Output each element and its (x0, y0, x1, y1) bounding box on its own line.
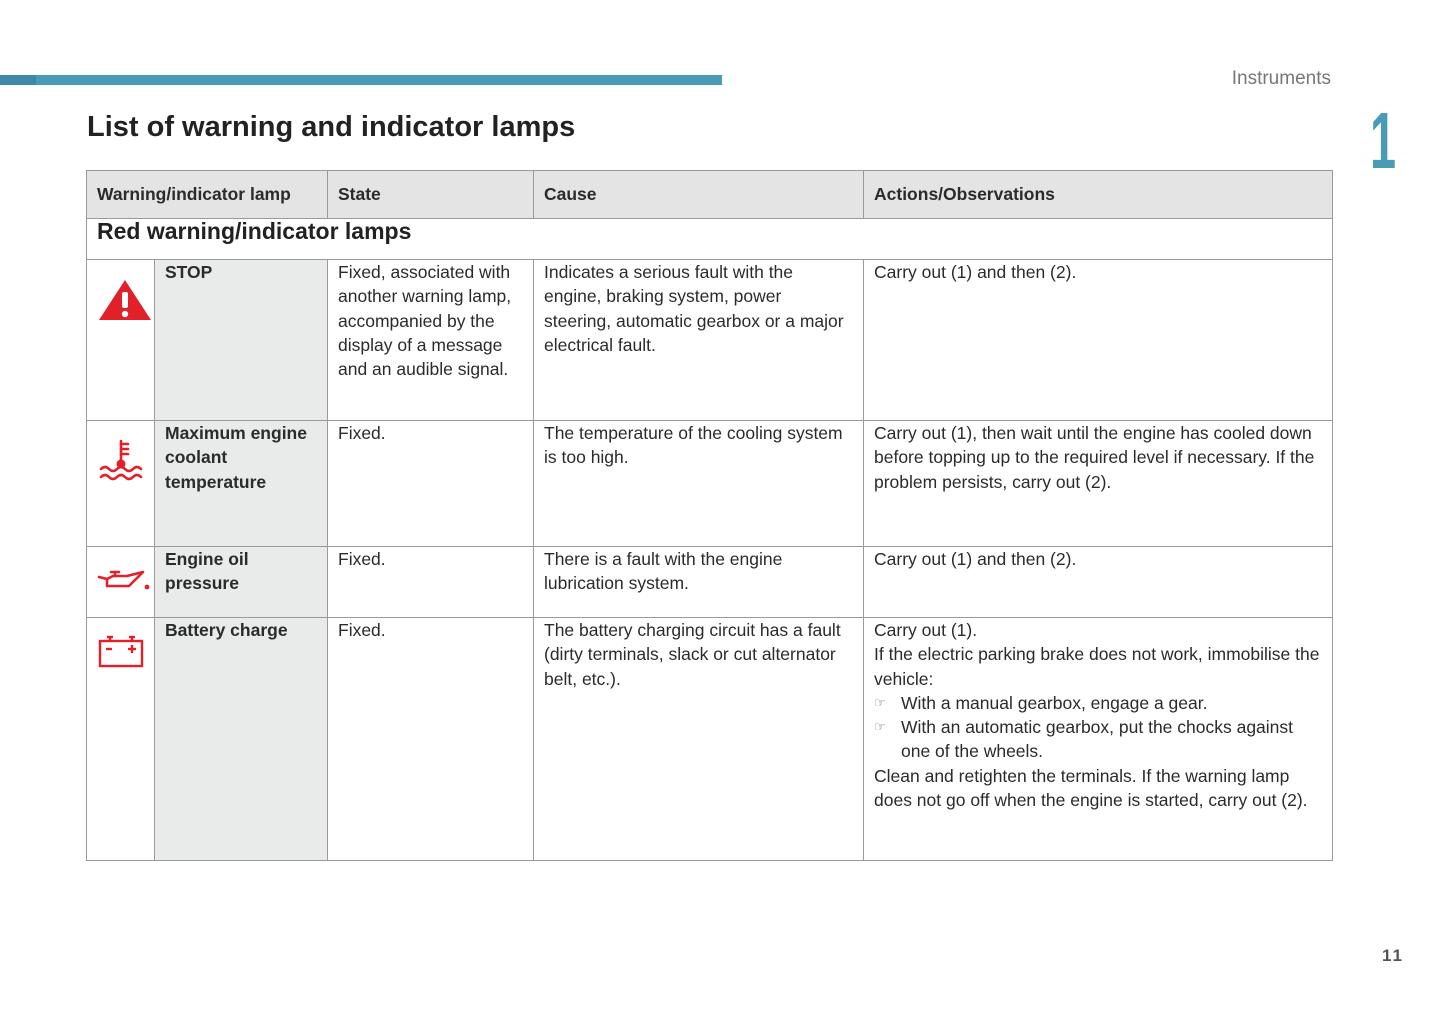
page-title: List of warning and indicator lamps (87, 111, 576, 143)
action-outro: Clean and retighten the terminals. If the warning lamp does not go off when the engine is started, carry out (2). (874, 765, 1308, 811)
lamp-state: Fixed. (328, 547, 534, 618)
section-name: Instruments (1231, 68, 1331, 89)
page-number: 11 (1382, 946, 1404, 965)
action-bullet-text: With a manual gearbox, engage a gear. (901, 692, 1208, 713)
action-bullet (874, 715, 1322, 764)
table-row (87, 547, 1333, 618)
lamp-name: STOP (155, 260, 328, 421)
lamp-name: Engine oil pressure (155, 547, 328, 618)
action-bullet (874, 691, 1322, 715)
lamp-state: Fixed. (328, 618, 534, 861)
lamp-action-cell (864, 618, 1333, 861)
action-bullet-text: With an automatic gearbox, put the chocks against one of the wheels. (901, 717, 1294, 762)
lamp-state: Fixed. (328, 421, 534, 547)
lamp-icon-cell (87, 421, 155, 547)
lamp-cause: There is a fault with the engine lubrication system. (534, 547, 864, 618)
lamp-name: Maximum engine coolant temperature (155, 421, 328, 547)
chapter-number (1366, 96, 1396, 185)
chapter-number-glyph: 1 (1370, 96, 1396, 185)
lamp-icon-cell (87, 260, 155, 421)
lamp-icon-cell (87, 618, 155, 861)
warning-lamps-table (86, 170, 1333, 861)
header-accent-bar-start (0, 75, 36, 85)
lamp-action: Carry out (1), then wait until the engine has cooled down before topping up to the required level if necessary. If the problem persists, carry out (2). (864, 421, 1333, 547)
lamp-cause: The temperature of the cooling system is too high. (534, 421, 864, 547)
section-row (87, 219, 1333, 260)
column-header-state: State (328, 171, 534, 219)
section-heading: Red warning/indicator lamps (87, 219, 1333, 260)
lamp-cause: Indicates a serious fault with the engine, braking system, power steering, automatic gearbox or a major electrical fault. (534, 260, 864, 421)
battery-icon (97, 634, 145, 668)
header-accent-bar (0, 75, 722, 85)
lamp-action: Carry out (1) and then (2). (864, 547, 1333, 618)
coolant-temperature-icon (98, 439, 144, 483)
column-header-actions: Actions/Observations (864, 171, 1333, 219)
table-row (87, 618, 1333, 861)
table-header-row (87, 171, 1333, 219)
column-header-cause: Cause (534, 171, 864, 219)
action-line: If the electric parking brake does not work, immobilise the vehicle: (874, 644, 1320, 689)
column-header-lamp: Warning/indicator lamp (87, 171, 328, 219)
stop-warning-triangle-icon (97, 278, 153, 322)
lamp-name: Battery charge (155, 618, 328, 861)
lamp-action: Carry out (1) and then (2). (864, 260, 1333, 421)
lamp-state: Fixed, associated with another warning lamp, accompanied by the display of a message and an audible signal. (328, 260, 534, 421)
table-row (87, 421, 1333, 547)
lamp-icon-cell (87, 547, 155, 618)
pointing-hand-icon: ☞ (874, 694, 886, 710)
table-row (87, 260, 1333, 421)
oil-can-icon (97, 569, 151, 595)
action-intro: Carry out (1). (874, 620, 978, 640)
lamp-cause: The battery charging circuit has a fault (dirty terminals, slack or cut alternator belt, etc.). (534, 618, 864, 861)
pointing-hand-icon: ☞ (874, 719, 886, 735)
